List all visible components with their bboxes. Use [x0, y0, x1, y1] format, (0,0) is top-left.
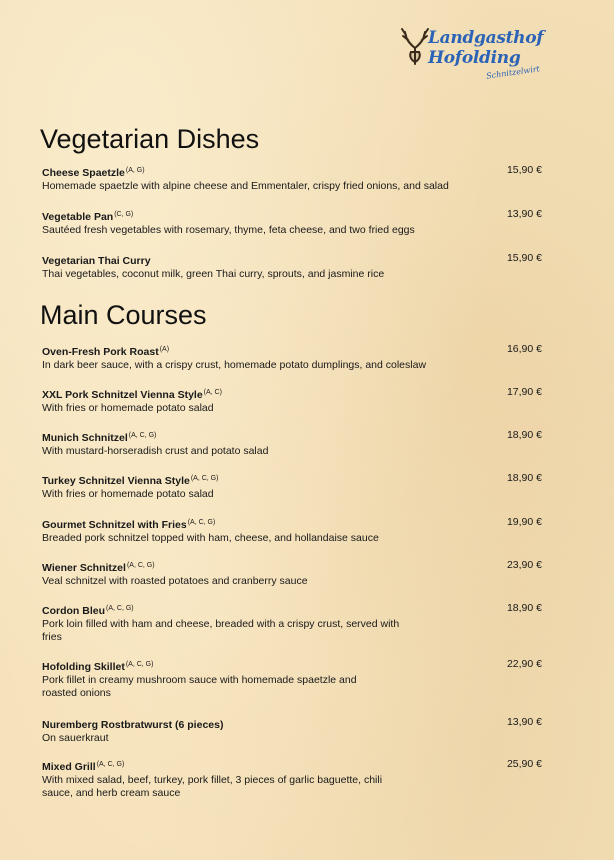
item-description: On sauerkraut: [42, 732, 109, 744]
item-price: 22,90 €: [506, 658, 542, 670]
item-price: 18,90 €: [506, 602, 542, 614]
item-description: Sautéed fresh vegetables with rosemary, thyme, feta cheese, and two fried eggs: [42, 224, 415, 236]
item-name: Wiener Schnitzel: [42, 562, 126, 574]
menu-item: [42, 164, 582, 193]
item-price: 25,90 €: [506, 758, 542, 770]
item-price: 18,90 €: [506, 429, 542, 441]
item-description: Thai vegetables, coconut milk, green Thai curry, sprouts, and jasmine rice: [42, 268, 385, 280]
item-allergens: (A, C, G): [126, 562, 155, 569]
menu-item: [42, 386, 582, 415]
item-allergens: (A, C, G): [96, 761, 125, 768]
menu-item: [42, 658, 582, 700]
item-allergens: (A, C, G): [125, 661, 154, 668]
item-name: Vegetable Pan: [42, 211, 114, 223]
menu-item: [42, 758, 582, 800]
item-description: Homemade spaetzle with alpine cheese and Emmentaler, crispy fried onions, and salad: [42, 180, 449, 192]
section-title-vegetarian: Vegetarian Dishes: [40, 124, 260, 154]
item-allergens: (A, G): [125, 167, 145, 174]
item-price: 17,90 €: [506, 386, 542, 398]
item-description: In dark beer sauce, with a crispy crust, homemade potato dumplings, and coleslaw: [42, 359, 427, 371]
menu-item: [42, 429, 582, 458]
item-allergens: (A, C, G): [106, 605, 134, 612]
item-price: 16,90 €: [506, 343, 542, 355]
menu-item: [42, 716, 582, 745]
logo-tagline: Schnitzelwirt: [485, 64, 541, 81]
menu-item: [42, 343, 582, 372]
item-allergens: (A, C, G): [128, 432, 157, 439]
item-description: With fries or homemade potato salad: [42, 402, 214, 414]
menu-item: [42, 602, 582, 644]
logo-line-2: Hofolding: [428, 48, 521, 68]
item-name: Nuremberg Rostbratwurst (6 pieces): [42, 719, 224, 731]
item-name: Cheese Spaetzle: [42, 167, 125, 179]
item-name: Munich Schnitzel: [42, 432, 128, 444]
menu-item: [42, 208, 582, 237]
item-name: Gourmet Schnitzel with Fries: [42, 519, 187, 531]
item-price: 23,90 €: [506, 559, 542, 571]
menu-item: [42, 516, 582, 545]
menu-item: [42, 472, 582, 501]
item-name: Cordon Bleu: [42, 605, 105, 617]
item-description: Breaded pork schnitzel topped with ham, cheese, and hollandaise sauce: [42, 532, 379, 544]
item-allergens: (A, C): [203, 389, 222, 396]
menu-item: [42, 252, 582, 281]
item-name: Mixed Grill: [42, 761, 96, 773]
item-allergens: (C, G): [114, 211, 134, 218]
item-name: Hofolding Skillet: [42, 661, 125, 673]
logo-line-1: Landgasthof: [428, 28, 544, 48]
deer-antler-icon: [400, 26, 430, 66]
item-name: Vegetarian Thai Curry: [42, 255, 151, 267]
item-price: 15,90 €: [506, 164, 542, 176]
item-description: Veal schnitzel with roasted potatoes and cranberry sauce: [42, 575, 308, 587]
item-allergens: (A, C, G): [187, 519, 216, 526]
item-price: 18,90 €: [506, 472, 542, 484]
item-description: With mustard-horseradish crust and potato salad: [42, 445, 269, 457]
item-description: Pork loin filled with ham and cheese, breaded with a crispy crust, served with fries: [42, 618, 400, 643]
item-name: Oven-Fresh Pork Roast: [42, 346, 159, 358]
item-price: 19,90 €: [506, 516, 542, 528]
item-allergens: (A): [159, 346, 170, 353]
item-price: 13,90 €: [506, 716, 542, 728]
item-price: 15,90 €: [506, 252, 542, 264]
item-description: Pork fillet in creamy mushroom sauce with homemade spaetzle and roasted onions: [42, 674, 357, 699]
section-title-main-courses: Main Courses: [40, 300, 207, 330]
menu-item: [42, 559, 582, 588]
item-description: With fries or homemade potato salad: [42, 488, 214, 500]
item-allergens: (A, C, G): [190, 475, 219, 482]
restaurant-logo: [400, 24, 560, 84]
item-name: Turkey Schnitzel Vienna Style: [42, 475, 190, 487]
item-name: XXL Pork Schnitzel Vienna Style: [42, 389, 203, 401]
item-price: 13,90 €: [506, 208, 542, 220]
item-description: With mixed salad, beef, turkey, pork fillet, 3 pieces of garlic baguette, chili sauce, and herb cream sauce: [42, 774, 383, 799]
